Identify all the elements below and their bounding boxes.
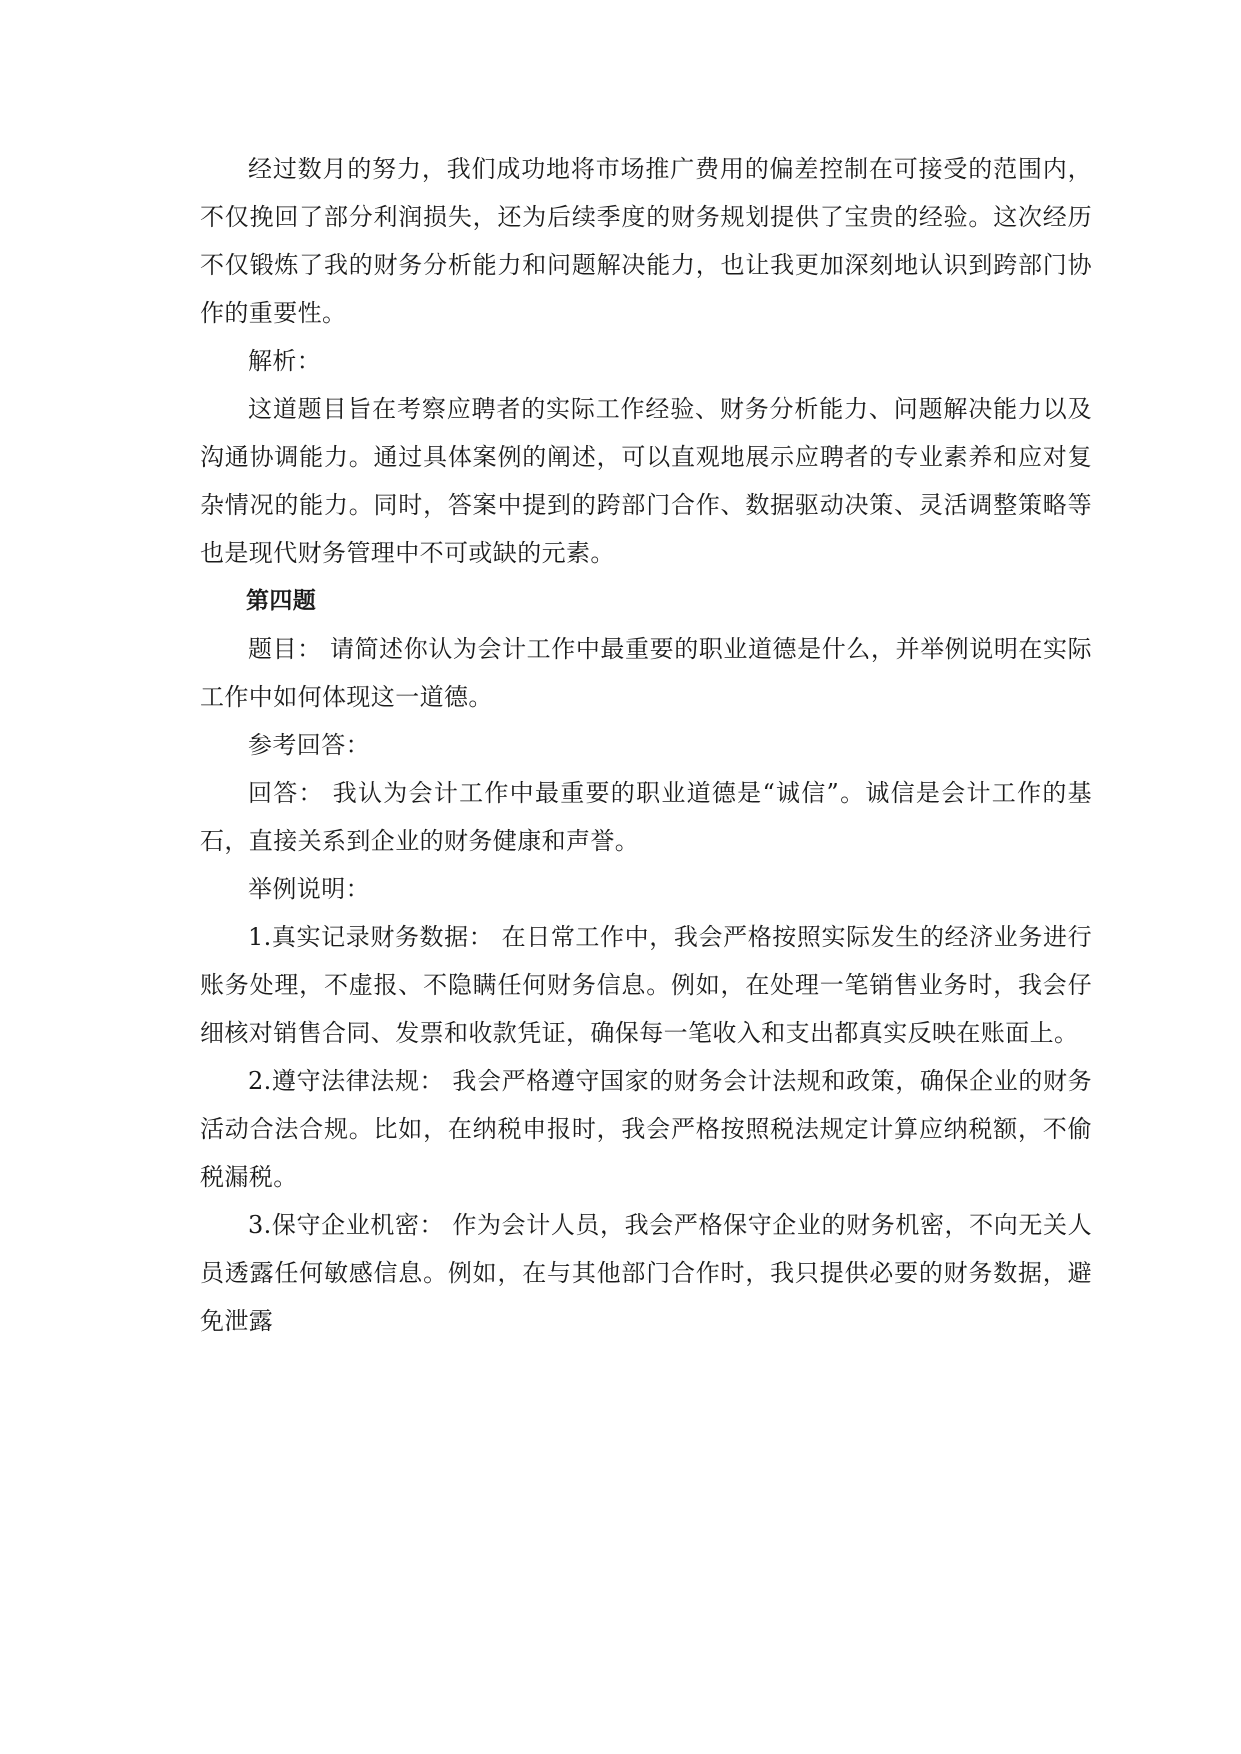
section-heading: 第四题	[246, 588, 317, 614]
document-body	[200, 145, 1092, 1345]
paragraph-answer: 回答： 我认为会计工作中最重要的职业道德是“诚信”。诚信是会计工作的基石，直接关系到企业的财务健康和声誉。	[200, 779, 1092, 855]
paragraph-reference-label: 参考回答：	[248, 731, 370, 759]
list-item-3: 3.保守企业机密： 作为会计人员，我会严格保守企业的财务机密，不向无关人员透露任何敏感信息。例如，在与其他部门合作时，我只提供必要的财务数据，避免泄露	[200, 1211, 1092, 1335]
paragraph-question: 题目： 请简述你认为会计工作中最重要的职业道德是什么，并举例说明在实际工作中如何体现这一道德。	[200, 635, 1092, 711]
list-item-2: 2.遵守法律法规： 我会严格遵守国家的财务会计法规和政策，确保企业的财务活动合法合规。比如，在纳税申报时，我会严格按照税法规定计算应纳税额，不偷税漏税。	[200, 1067, 1092, 1191]
paragraph-result: 经过数月的努力，我们成功地将市场推广费用的偏差控制在可接受的范围内，不仅挽回了部分利润损失，还为后续季度的财务规划提供了宝贵的经验。这次经历不仅锻炼了我的财务分析能力和问题解决能力，也让我更加深刻地认识到跨部门协作的重要性。	[200, 155, 1092, 327]
paragraph-analysis: 这道题目旨在考察应聘者的实际工作经验、财务分析能力、问题解决能力以及沟通协调能力。通过具体案例的阐述，可以直观地展示应聘者的专业素养和应对复杂情况的能力。同时，答案中提到的跨部门合作、数据驱动决策、灵活调整策略等也是现代财务管理中不可或缺的元素。	[200, 395, 1092, 567]
paragraph-example-label: 举例说明：	[248, 875, 370, 903]
list-item-1: 1.真实记录财务数据： 在日常工作中，我会严格按照实际发生的经济业务进行账务处理，不虚报、不隐瞒任何财务信息。例如，在处理一笔销售业务时，我会仔细核对销售合同、发票和收款凭证，确保每一笔收入和支出都真实反映在账面上。	[200, 923, 1092, 1047]
paragraph-analysis-label: 解析：	[248, 347, 322, 375]
